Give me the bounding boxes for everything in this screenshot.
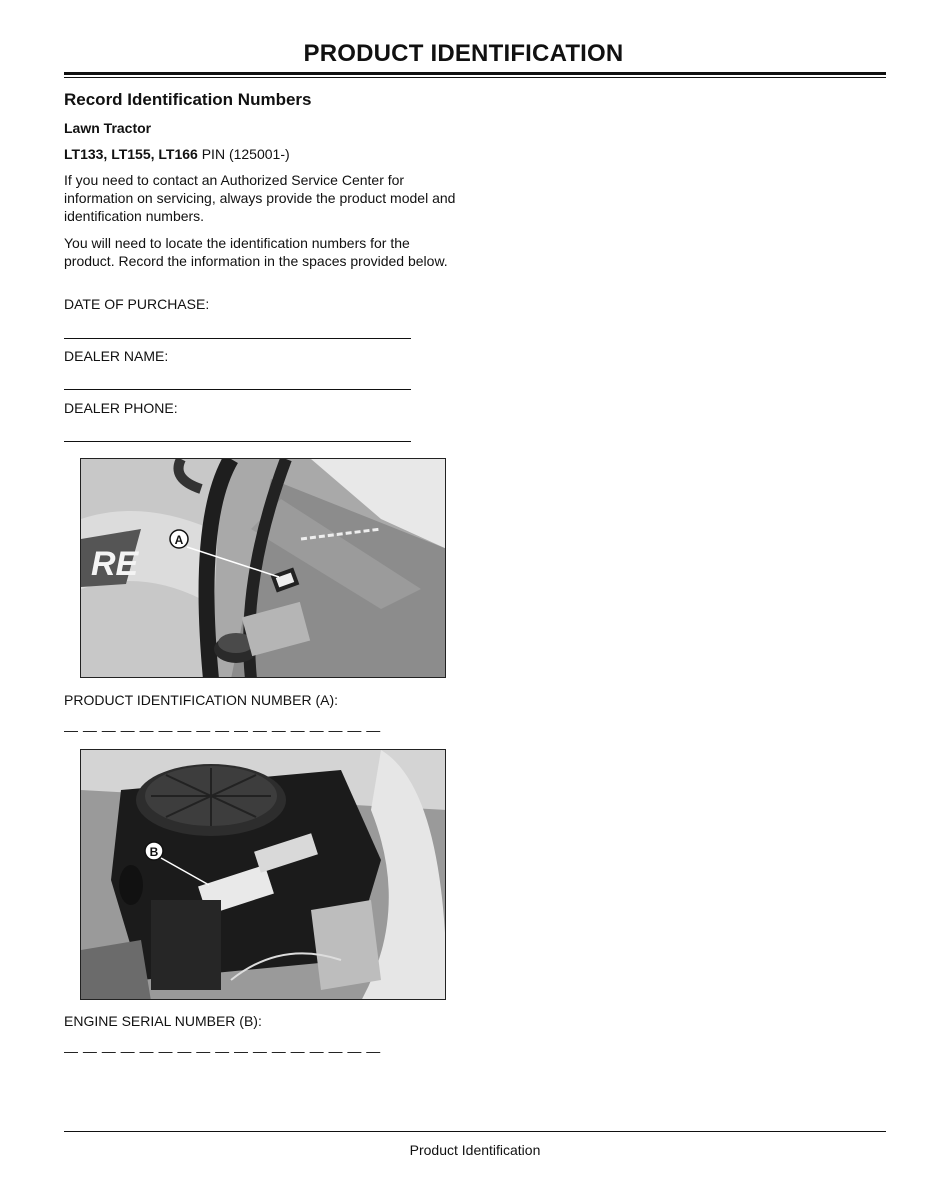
- date-of-purchase-label: DATE OF PURCHASE:: [64, 296, 210, 312]
- paragraph-contact: If you need to contact an Authorized Service Center for information on servicing, always provide the product model and identification numbers.: [64, 172, 456, 224]
- paragraph-locate: You will need to locate the identification numbers for the product. Record the information in the spaces provided below.: [64, 235, 448, 269]
- dealer-phone-blank: [64, 441, 411, 442]
- date-of-purchase-blank: [64, 338, 411, 339]
- dealer-name-label: DEALER NAME:: [64, 348, 169, 364]
- engine-serial-number-label: ENGINE SERIAL NUMBER (B):: [64, 1013, 262, 1029]
- dealer-phone-label: DEALER PHONE:: [64, 400, 178, 416]
- callout-b: B: [149, 845, 159, 859]
- engine-serial-number-blank: — — — — — — — — — — — — — — — — —: [64, 1043, 381, 1057]
- engine-serial-location-photo: [80, 749, 446, 1000]
- product-id-number-label: PRODUCT IDENTIFICATION NUMBER (A):: [64, 692, 339, 708]
- footer-rule: [64, 1131, 886, 1132]
- header-rule-thick: [64, 72, 886, 75]
- dealer-name-blank: [64, 389, 411, 390]
- hood-decal-text: RE: [91, 545, 139, 583]
- header-rule-thin: [64, 77, 886, 78]
- product-id-number-blank: — — — — — — — — — — — — — — — — —: [64, 722, 381, 736]
- model-numbers: LT133, LT155, LT166: [64, 146, 198, 162]
- page-footer: Product Identification: [409, 1142, 541, 1158]
- section-heading: Record Identification Numbers: [64, 90, 312, 109]
- page-title: PRODUCT IDENTIFICATION: [303, 40, 624, 67]
- pin-range: PIN (125001-): [201, 146, 290, 162]
- model-line: [64, 146, 290, 162]
- tractor-pin-location-photo: [80, 458, 446, 678]
- product-subheading: Lawn Tractor: [64, 120, 152, 136]
- callout-a: A: [174, 533, 184, 547]
